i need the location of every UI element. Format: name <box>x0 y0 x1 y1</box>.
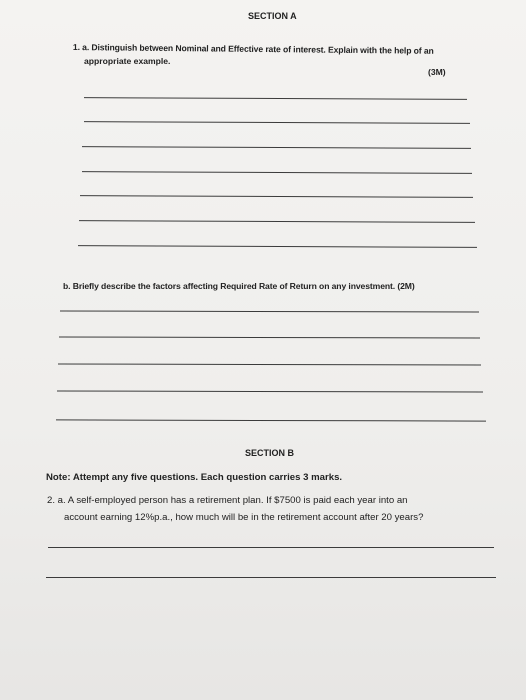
question-1a-line-2: appropriate example. <box>84 56 171 66</box>
answer-line <box>56 419 486 421</box>
answer-line <box>79 220 475 223</box>
answer-line <box>48 547 494 548</box>
answer-line <box>82 146 471 149</box>
answer-line <box>59 336 480 338</box>
section-a-heading: SECTION A <box>248 11 297 21</box>
answer-line <box>82 171 472 174</box>
answer-line <box>57 390 483 392</box>
question-2a-line-1: 2. a. A self-employed person has a retirement plan. If $7500 is paid each year into an <box>47 495 408 506</box>
question-2a-line-2: account earning 12%p.a., how much will be in the retirement account after 20 years? <box>64 512 424 523</box>
answer-line <box>46 577 496 578</box>
answer-line <box>80 195 473 198</box>
question-1b: b. Briefly describe the factors affecting Required Rate of Return on any investment. (2M) <box>63 281 415 291</box>
answer-line <box>84 121 470 124</box>
answer-line <box>78 245 477 248</box>
question-1a-line-1: 1. a. Distinguish between Nominal and Effective rate of interest. Explain with the help of an <box>72 41 434 56</box>
answer-line <box>58 363 481 365</box>
question-1a-marks: (3M) <box>428 67 446 77</box>
answer-line <box>60 310 479 312</box>
answer-line <box>84 97 467 100</box>
section-b-heading: SECTION B <box>245 448 295 458</box>
section-b-note: Note: Attempt any five questions. Each question carries 3 marks. <box>46 472 343 483</box>
